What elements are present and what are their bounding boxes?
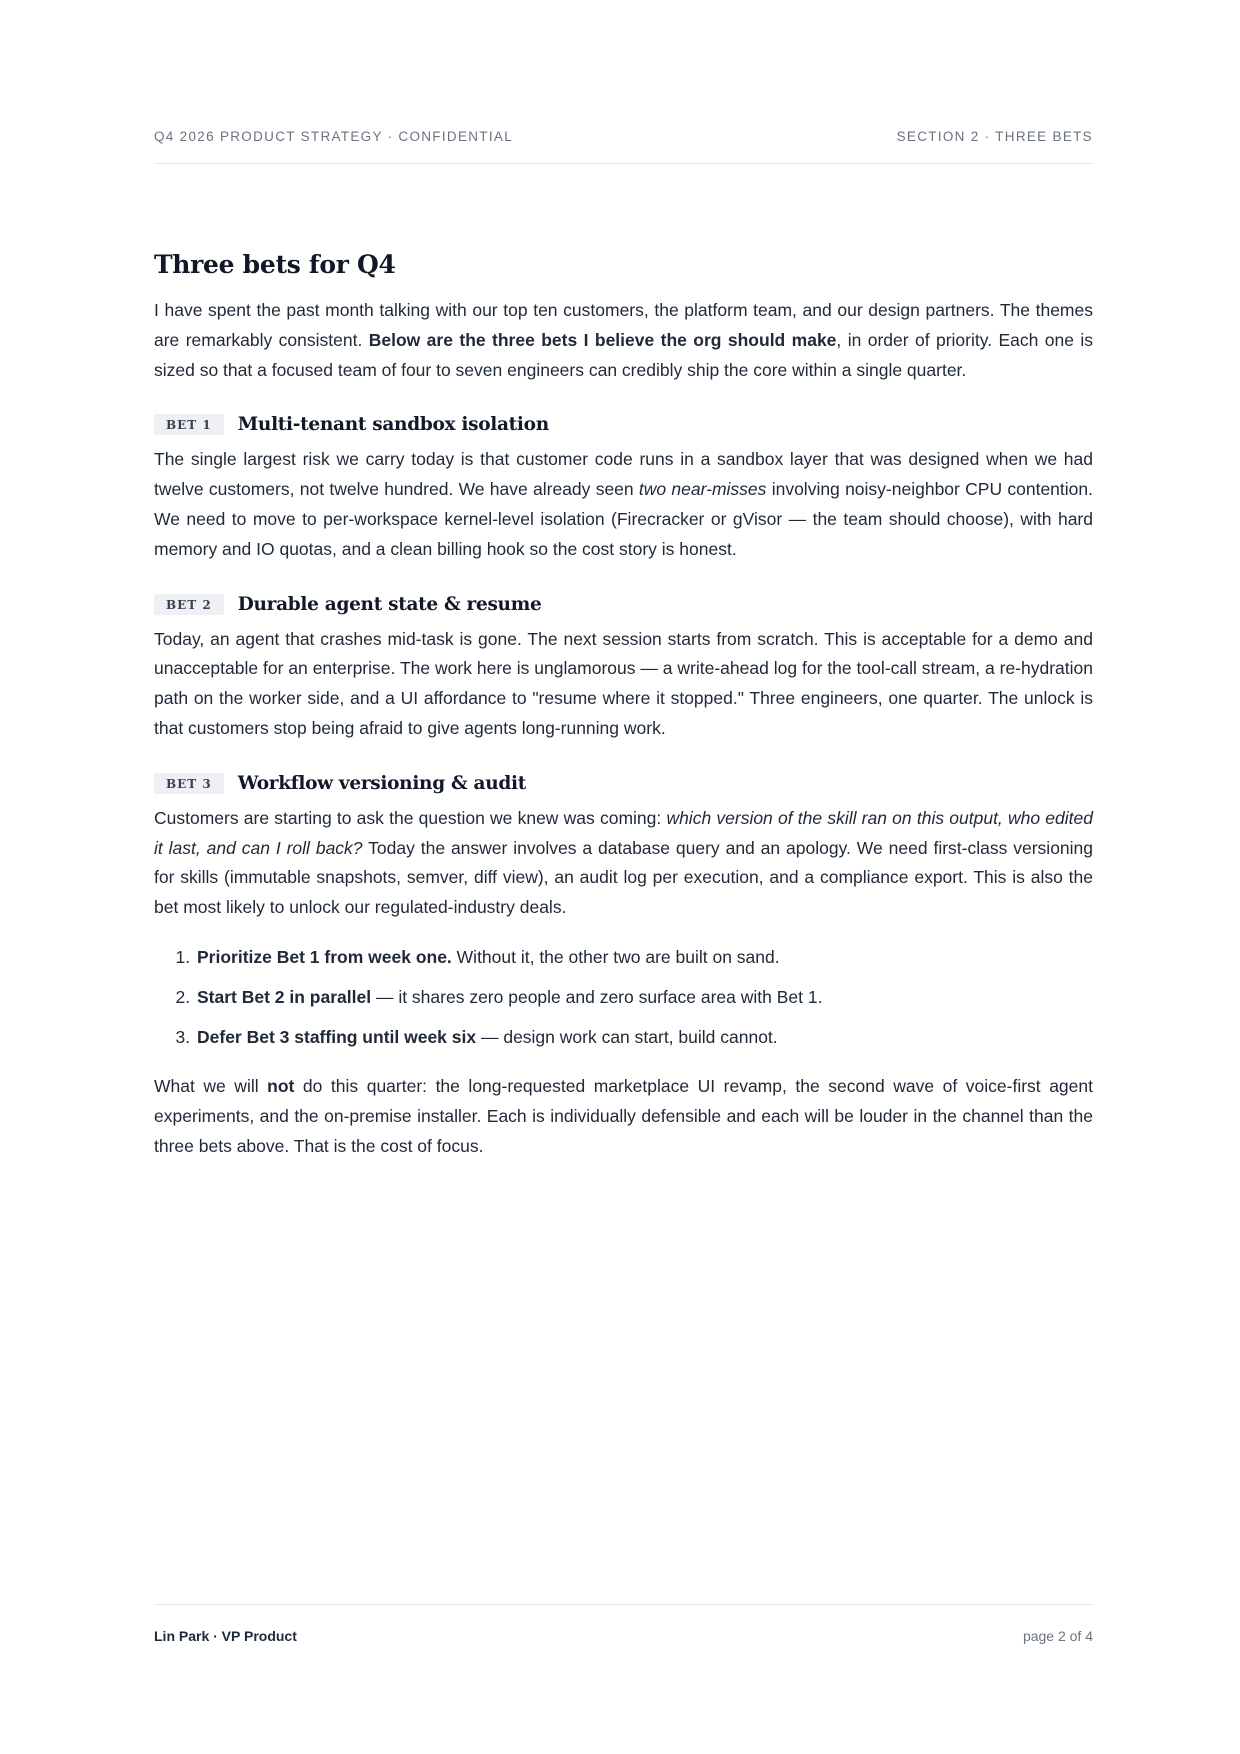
bet-1-title: Multi-tenant sandbox isolation (237, 414, 549, 436)
bet-3-text-a: Customers are starting to ask the question we knew was coming: (154, 807, 667, 828)
page-title: Three bets for Q4 (154, 250, 396, 279)
bet-3-badge: BET 3 (154, 773, 224, 794)
intro-paragraph (154, 296, 1093, 385)
bet-1-text-b: involving noisy-neighbor CPU contention. We need to move to per-workspace kernel-level isolation (Firecracker or gVisor — the team should choose), with hard memory and IO quotas, and a clean billing hook so the cost story is honest. (154, 479, 1093, 559)
header-document-label: Q4 2026 PRODUCT STRATEGY · CONFIDENTIAL (154, 129, 514, 144)
closing-paragraph (154, 1072, 1093, 1161)
list-item (195, 1025, 1093, 1049)
bet-3-text-b: Today the answer involves a database query and an apology. We need first-class versioning for skills (immutable snapshots, semver, diff view), an audit log per execution, and a compliance export. This is also the bet most likely to unlock our regulated-industry deals. (154, 837, 1094, 918)
intro-text-1: I have spent the past month talking with our top ten customers, the platform team, and our design partners. The themes are remarkably consistent. (154, 300, 1093, 350)
closing-text-a: What we will (154, 1075, 268, 1096)
intro-emphasis: Below are the three bets I believe the org should make (368, 329, 837, 350)
list-item (195, 985, 1093, 1009)
page-number: page 2 of 4 (1022, 1628, 1093, 1644)
bet-3-emphasis: which version of the skill ran on this output, who edited it last, and can I roll back? (154, 807, 1093, 858)
header-section-label: SECTION 2 · THREE BETS (896, 129, 1093, 144)
action-2-text: — it shares zero people and zero surface area with Bet 1. (371, 986, 823, 1007)
bet-1-heading (154, 414, 1093, 435)
action-1-text: Without it, the other two are built on sand. (451, 946, 780, 967)
page-footer (154, 1628, 1093, 1644)
bet-2-title: Durable agent state & resume (237, 593, 542, 615)
intro-text-2: , in order of priority. Each one is sized so that a focused team of four to seven engineers can credibly ship the core within a single quarter. (154, 329, 1094, 380)
bet-2-paragraph: Today, an agent that crashes mid-task is gone. The next session starts from scratch. This is acceptable for a demo and unacceptable for an enterprise. The work here is unglamorous — a write-ahead log for the tool-call stream, a re-hydration path on the worker side, and a UI affordance to "resume where it stopped." Three engineers, one quarter. The unlock is that customers stop being afraid to give agents long-running work. (154, 628, 1093, 738)
page-body (154, 250, 1093, 1161)
bet-1-text-a: The single largest risk we carry today is that customer code runs in a sandbox layer that was designed when we had twelve customers, not twelve hundred. We have already seen (154, 449, 1093, 500)
closing-emphasis: not (267, 1075, 295, 1096)
closing-text-b: do this quarter: the long-requested marketplace UI revamp, the second wave of voice-first agent experiments, and the on-premise installer. Each is individually defensible and each will be louder in the channel than the three bets above. That is the cost of focus. (154, 1075, 1093, 1156)
bet-3-heading (154, 773, 1093, 794)
action-3-bold: Defer Bet 3 staffing until week six (197, 1026, 477, 1047)
bet-3-paragraph (154, 804, 1093, 923)
header-divider (154, 163, 1093, 164)
action-1-bold: Prioritize Bet 1 from week one. (197, 946, 452, 967)
action-list (154, 945, 1093, 1049)
list-item (195, 945, 1093, 969)
footer-author: Lin Park · VP Product (154, 1628, 297, 1644)
bet-2-heading (154, 594, 1093, 615)
action-3-text: — design work can start, build cannot. (476, 1026, 778, 1047)
bet-1-emphasis: two near-misses (638, 479, 767, 500)
bet-2-badge: BET 2 (154, 594, 224, 615)
bet-3-title: Workflow versioning & audit (237, 772, 526, 794)
running-header (154, 129, 1093, 144)
action-2-bold: Start Bet 2 in parallel (197, 986, 372, 1007)
bet-1-paragraph (154, 445, 1093, 564)
footer-divider (154, 1604, 1093, 1605)
bet-1-badge: BET 1 (154, 414, 224, 435)
